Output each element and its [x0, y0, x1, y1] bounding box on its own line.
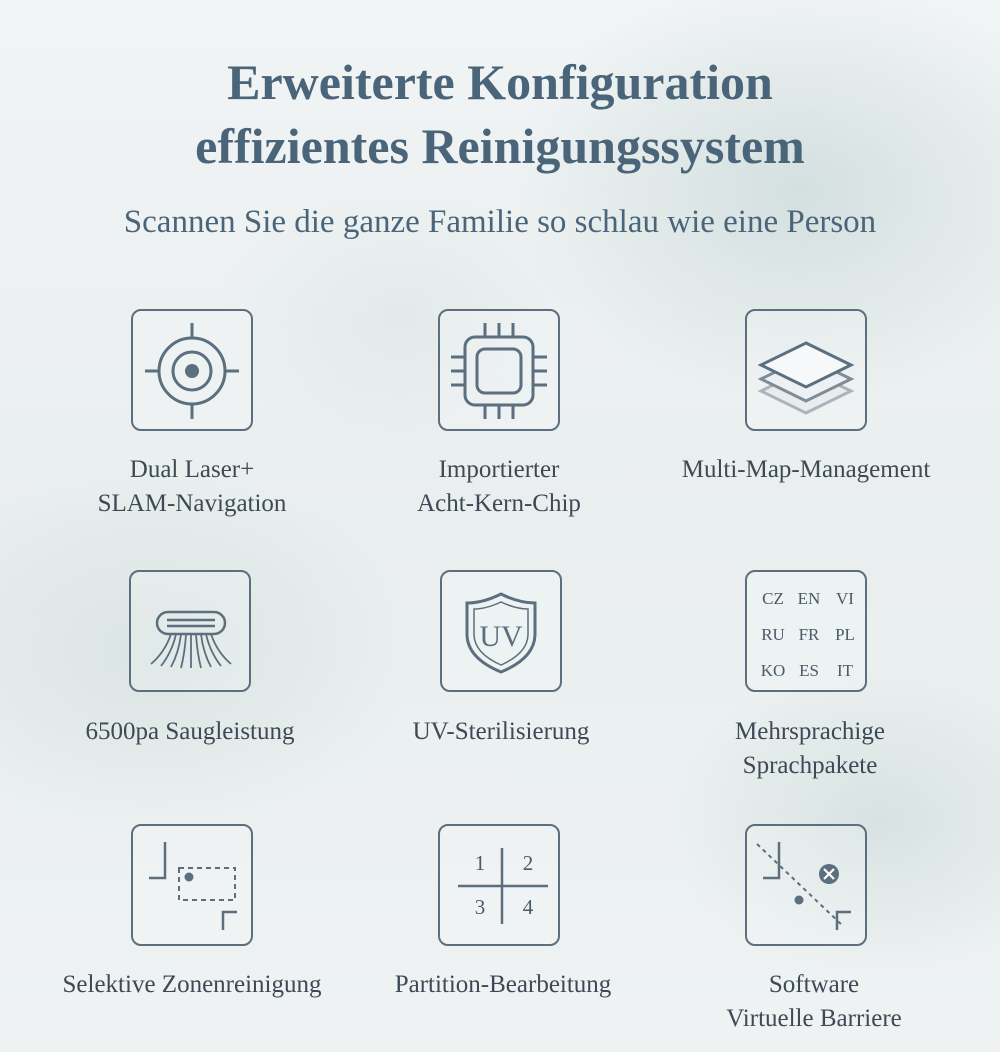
- language-code: FR: [798, 625, 820, 644]
- language-code: RU: [761, 625, 785, 644]
- feature-label-language: [650, 715, 970, 783]
- feature-label-line: 6500pa Saugleistung: [85, 718, 295, 745]
- feature-label-line: UV-Sterilisierung: [412, 718, 590, 745]
- feature-label-suction: [30, 715, 350, 749]
- feature-label-line: Software: [768, 971, 860, 998]
- virtual-barrier-icon: [747, 826, 865, 944]
- feature-label-zone: [32, 968, 352, 1002]
- language-code: ES: [799, 661, 819, 680]
- feature-label-line: Virtuelle Barriere: [726, 1005, 902, 1032]
- brush-suction-icon: [131, 572, 249, 690]
- uv-shield-icon: [442, 572, 560, 690]
- language-code: EN: [797, 589, 821, 608]
- feature-tile-multimap: [745, 309, 867, 431]
- close-icon: [819, 864, 839, 884]
- partition-number: 1: [474, 851, 486, 875]
- feature-label-navigation: [32, 453, 352, 521]
- target-crosshair-icon: [133, 311, 251, 429]
- feature-label-barrier: [654, 968, 974, 1036]
- feature-label-partition: [343, 968, 663, 1002]
- page-title-line-2: effizientes Reinigungssystem: [195, 118, 805, 174]
- language-code: VI: [836, 589, 854, 608]
- feature-label-line: Sprachpakete: [742, 752, 878, 779]
- partition-number: 4: [522, 895, 534, 919]
- feature-label-multimap: [646, 453, 966, 487]
- layers-icon: [747, 311, 865, 429]
- feature-tile-navigation: [131, 309, 253, 431]
- feature-label-line: Mehrsprachige: [735, 718, 885, 745]
- feature-label-line: Selektive Zonenreinigung: [62, 971, 322, 998]
- language-code: PL: [835, 625, 855, 644]
- feature-tile-zone: [131, 824, 253, 946]
- feature-label-uv: [341, 715, 661, 749]
- feature-tile-barrier: [745, 824, 867, 946]
- feature-label-line: Partition-Bearbeitung: [394, 971, 612, 998]
- feature-label-line: Multi-Map-Management: [681, 456, 931, 483]
- zone-select-icon: [133, 826, 251, 944]
- feature-label-line: Dual Laser+: [129, 456, 255, 483]
- partition-number: 3: [474, 895, 486, 919]
- language-code: IT: [836, 661, 854, 680]
- language-grid-icon: [747, 572, 865, 690]
- page-subtitle: Scannen Sie die ganze Familie so schlau wie eine Person: [123, 204, 877, 240]
- partition-grid-icon: [440, 826, 558, 944]
- feature-label-line: Acht-Kern-Chip: [417, 490, 581, 517]
- language-code: KO: [760, 661, 786, 680]
- feature-tile-partition: [438, 824, 560, 946]
- page-title-line-1: Erweiterte Konfiguration: [227, 54, 773, 110]
- uv-icon-text: UV: [479, 620, 523, 653]
- feature-label-line: SLAM-Navigation: [97, 490, 287, 517]
- feature-tile-suction: [129, 570, 251, 692]
- chip-icon: [440, 311, 558, 429]
- feature-tile-uv: [440, 570, 562, 692]
- language-code: CZ: [762, 589, 784, 608]
- feature-label-line: Importierter: [438, 456, 560, 483]
- feature-tile-chip: [438, 309, 560, 431]
- partition-number: 2: [522, 851, 534, 875]
- feature-tile-language: [745, 570, 867, 692]
- feature-label-chip: [339, 453, 659, 521]
